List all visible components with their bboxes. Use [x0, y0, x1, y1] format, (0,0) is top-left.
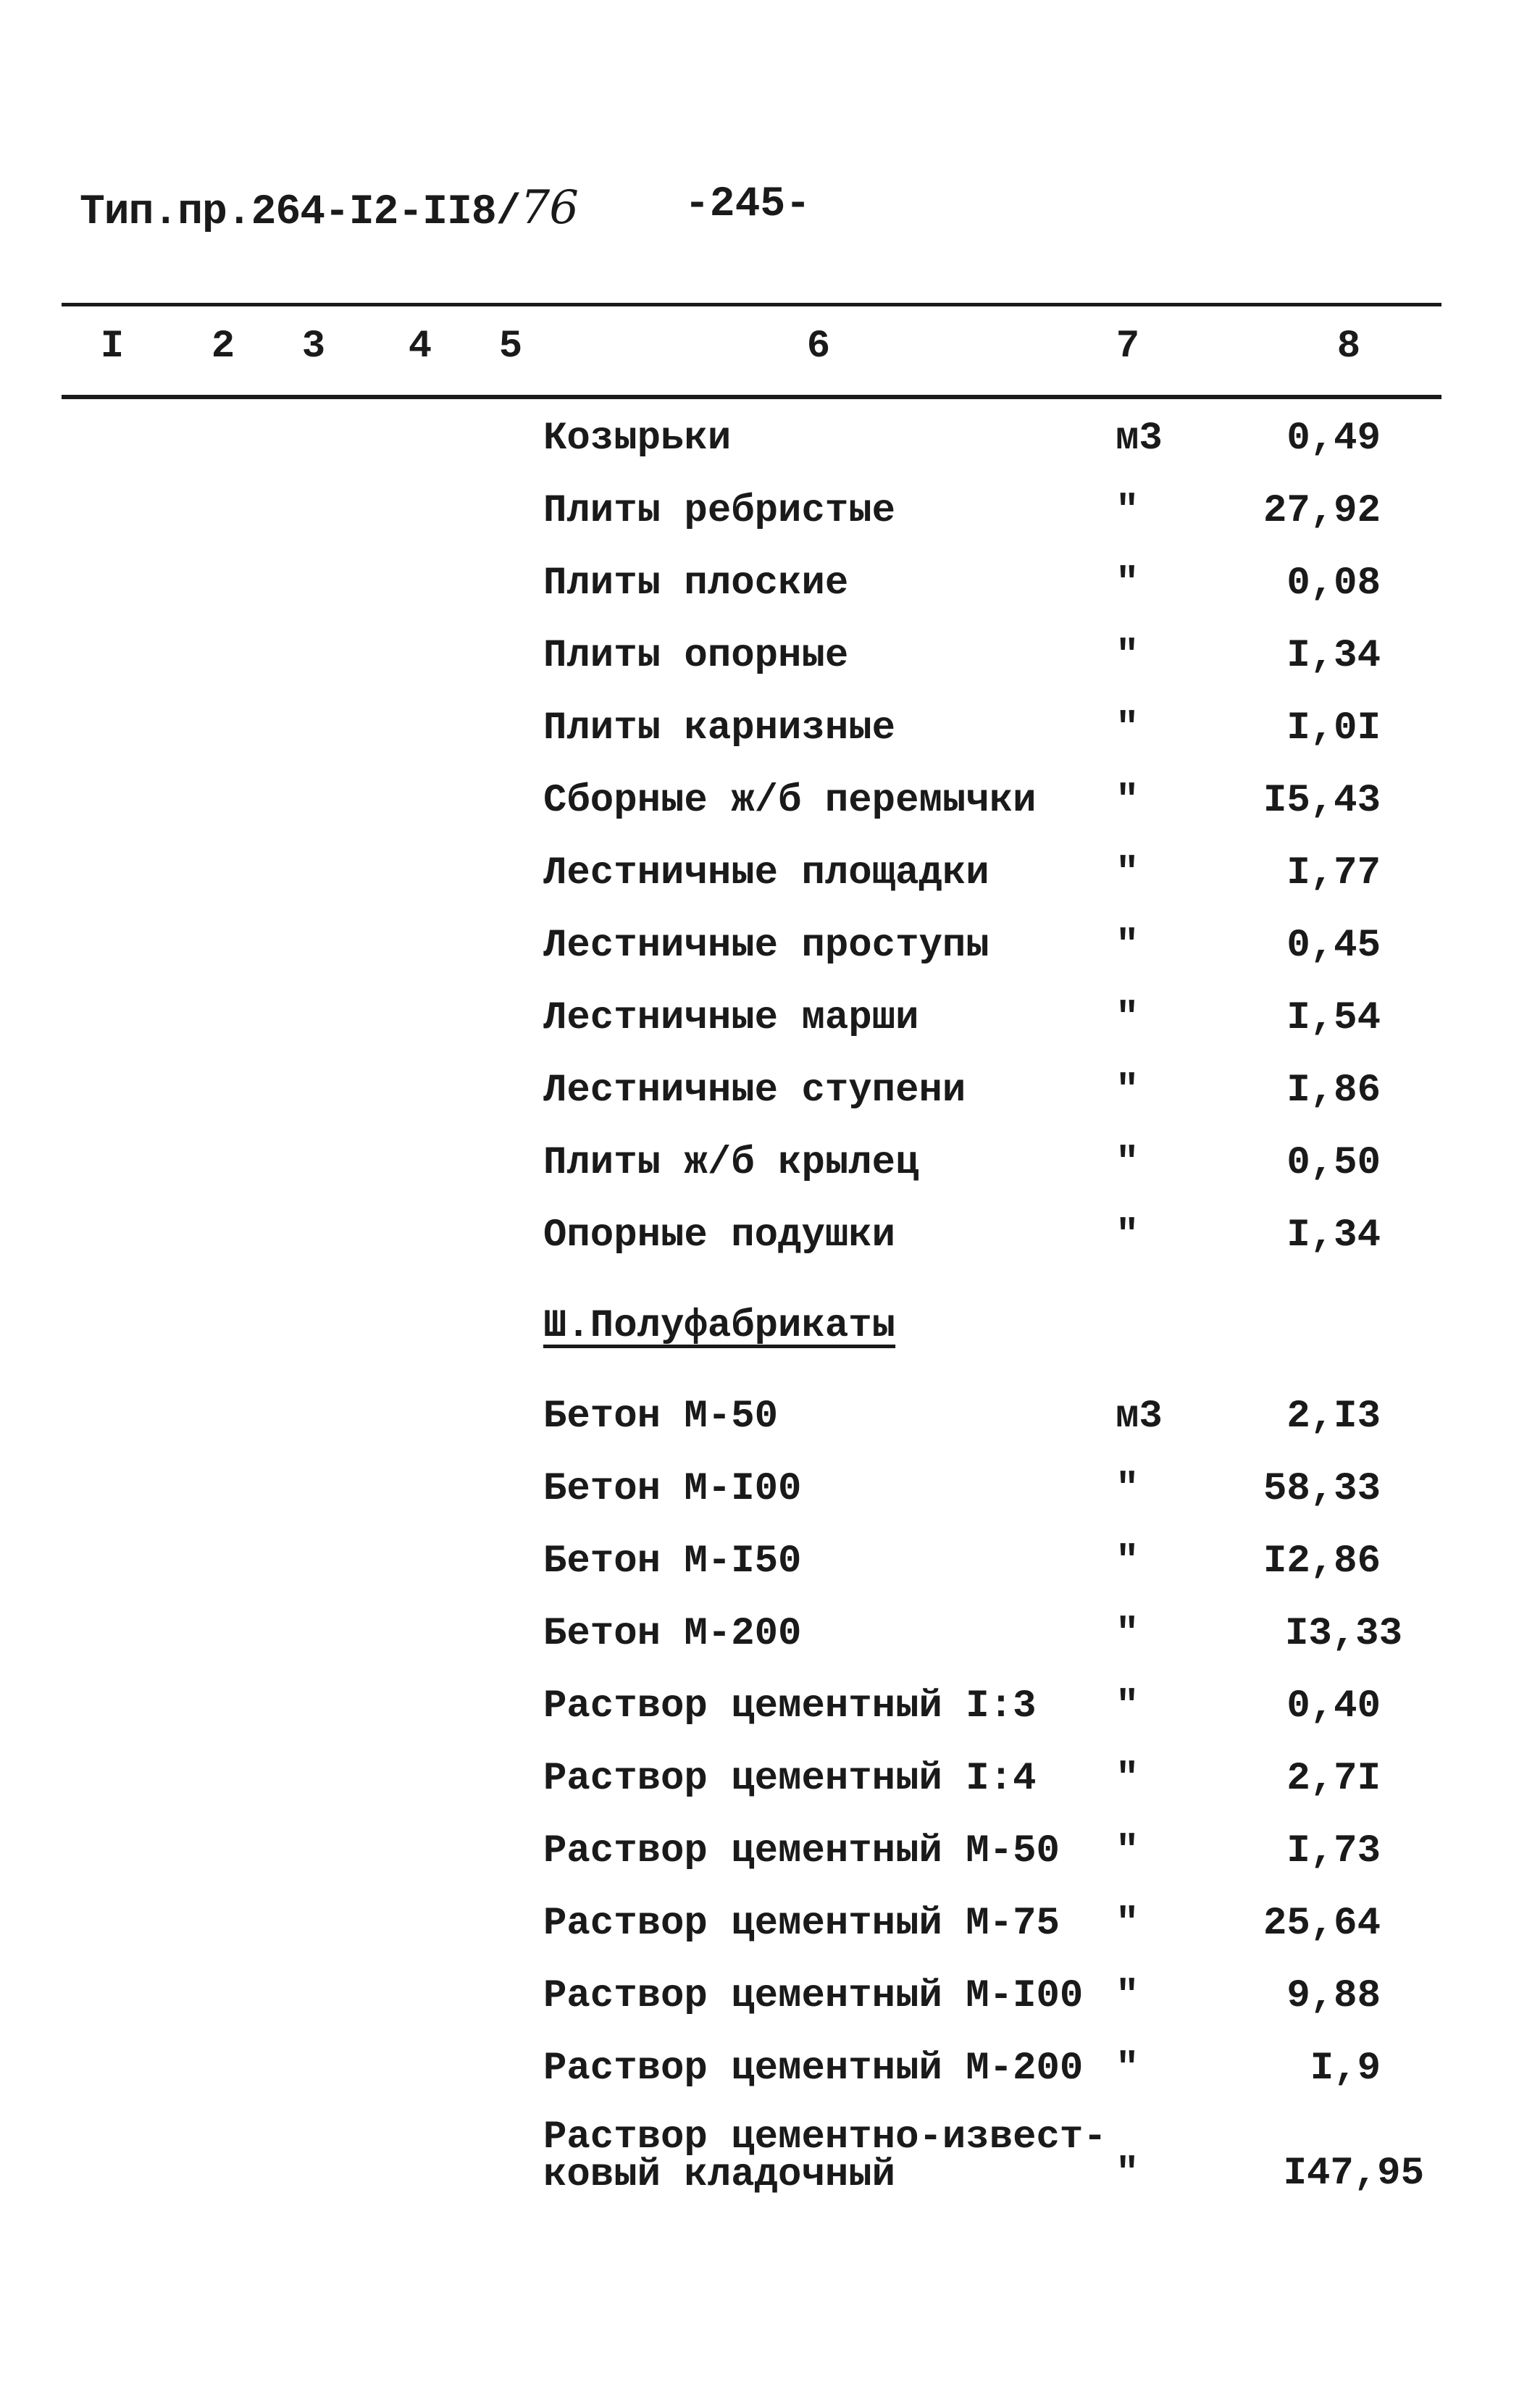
item-unit: "	[1116, 1069, 1139, 1113]
item-name: Раствор цементный I:3	[543, 1684, 1037, 1729]
item-name: Козырьки	[543, 417, 732, 461]
item-unit: "	[1116, 1141, 1139, 1185]
item-name: Плиты ребристые	[543, 489, 896, 533]
item-name: Бетон М-I00	[543, 1467, 802, 1511]
item-unit: "	[1116, 489, 1139, 533]
table-row	[0, 1612, 1540, 1670]
table-top-rule	[62, 303, 1441, 306]
item-quantity: I,0I	[1286, 706, 1381, 751]
column-header-3: 3	[301, 325, 326, 369]
document-code	[80, 181, 578, 236]
table-row	[0, 1539, 1540, 1597]
table-row	[0, 1974, 1540, 2032]
item-name: Раствор цементный М-I00	[543, 1974, 1084, 2018]
item-name: Плиты ж/б крылец	[543, 1141, 919, 1185]
table-row	[0, 1757, 1540, 1815]
item-quantity: 0,08	[1286, 561, 1381, 606]
item-name: Лестничные марши	[543, 996, 919, 1040]
item-quantity: 27,92	[1263, 489, 1381, 533]
column-header-2: 2	[211, 325, 235, 369]
item-name: Бетон М-I50	[543, 1539, 802, 1584]
item-quantity: 0,50	[1286, 1141, 1381, 1185]
item-name: Раствор цементный I:4	[543, 1757, 1037, 1801]
item-name: Раствор цементный М-50	[543, 1829, 1060, 1873]
item-unit: "	[1116, 1612, 1139, 1656]
item-unit: "	[1116, 1213, 1139, 1258]
item-quantity: I47,95	[1283, 2152, 1424, 2196]
item-quantity: 0,45	[1286, 924, 1381, 968]
item-unit: "	[1116, 851, 1139, 895]
item-quantity: I3,33	[1284, 1612, 1402, 1656]
table-row	[0, 634, 1540, 692]
table-row	[0, 489, 1540, 547]
item-unit: "	[1116, 634, 1139, 678]
item-name: Бетон М-200	[543, 1612, 802, 1656]
table-row	[0, 779, 1540, 837]
item-name: Плиты карнизные	[543, 706, 896, 751]
table-row	[0, 561, 1540, 619]
item-unit: "	[1116, 2152, 1139, 2196]
item-name: Сборные ж/б перемычки	[543, 779, 1037, 823]
item-unit: "	[1116, 779, 1139, 823]
column-header-6: 6	[806, 325, 831, 369]
section-title: Ш.Полуфабрикаты	[543, 1304, 896, 1348]
item-unit: "	[1116, 706, 1139, 751]
item-quantity: I,86	[1286, 1069, 1381, 1113]
item-unit: м3	[1116, 1395, 1163, 1439]
column-header-4: 4	[408, 325, 432, 369]
table-row	[0, 1829, 1540, 1887]
table-row	[0, 1213, 1540, 1271]
item-quantity: I,34	[1286, 1213, 1381, 1258]
column-header-8: 8	[1336, 325, 1361, 369]
item-name: Раствор цементный М-200	[543, 2047, 1084, 2091]
item-unit: "	[1116, 996, 1139, 1040]
document-code-suffix: 76	[520, 181, 578, 235]
table-row	[0, 1395, 1540, 1453]
item-unit: "	[1116, 924, 1139, 968]
item-quantity: I5,43	[1263, 779, 1381, 823]
item-quantity: I,73	[1286, 1829, 1381, 1873]
item-name: Раствор цементно-извест- ковый кладочный	[543, 2115, 1107, 2197]
item-name: Лестничные проступы	[543, 924, 989, 968]
column-header-7: 7	[1116, 325, 1140, 369]
item-quantity: I,54	[1286, 996, 1381, 1040]
table-row	[0, 851, 1540, 909]
column-header-1: I	[100, 325, 125, 369]
item-unit: "	[1116, 1829, 1139, 1873]
item-unit: м3	[1116, 417, 1163, 461]
item-quantity: 2,7I	[1286, 1757, 1381, 1801]
item-unit: "	[1116, 1467, 1139, 1511]
table-row	[0, 706, 1540, 764]
item-unit: "	[1116, 1902, 1139, 1946]
table-row	[0, 1141, 1540, 1199]
item-name: Лестничные ступени	[543, 1069, 966, 1113]
item-quantity: 9,88	[1286, 1974, 1381, 2018]
item-quantity: 0,40	[1286, 1684, 1381, 1729]
item-name: Опорные подушки	[543, 1213, 896, 1258]
document-code-text: Тип.пр.264-I2-II8/	[80, 189, 521, 236]
item-quantity: 25,64	[1263, 1902, 1381, 1946]
item-name: Бетон М-50	[543, 1395, 779, 1439]
table-row	[0, 1467, 1540, 1525]
item-name: Раствор цементный М-75	[543, 1902, 1060, 1946]
item-quantity: I,9	[1310, 2047, 1381, 2091]
table-row	[0, 2047, 1540, 2104]
table-row	[0, 996, 1540, 1054]
item-name: Плиты опорные	[543, 634, 849, 678]
page-number: -245-	[685, 181, 811, 228]
item-unit: "	[1116, 561, 1139, 606]
item-quantity: I2,86	[1263, 1539, 1381, 1584]
item-unit: "	[1116, 1539, 1139, 1584]
column-header-5: 5	[498, 325, 523, 369]
item-name: Лестничные площадки	[543, 851, 989, 895]
item-unit: "	[1116, 1757, 1139, 1801]
table-row	[0, 1069, 1540, 1127]
table-row	[0, 417, 1540, 475]
item-quantity: 0,49	[1286, 417, 1381, 461]
item-quantity: 58,33	[1263, 1467, 1381, 1511]
table-row	[0, 2115, 1540, 2220]
table-row	[0, 924, 1540, 982]
item-unit: "	[1116, 2047, 1139, 2091]
table-row	[0, 1684, 1540, 1742]
item-quantity: I,77	[1286, 851, 1381, 895]
table-row	[0, 1902, 1540, 1960]
item-quantity: 2,I3	[1286, 1395, 1381, 1439]
item-quantity: I,34	[1286, 634, 1381, 678]
table-header-rule	[62, 395, 1441, 399]
item-unit: "	[1116, 1974, 1139, 2018]
item-unit: "	[1116, 1684, 1139, 1729]
item-name: Плиты плоские	[543, 561, 849, 606]
